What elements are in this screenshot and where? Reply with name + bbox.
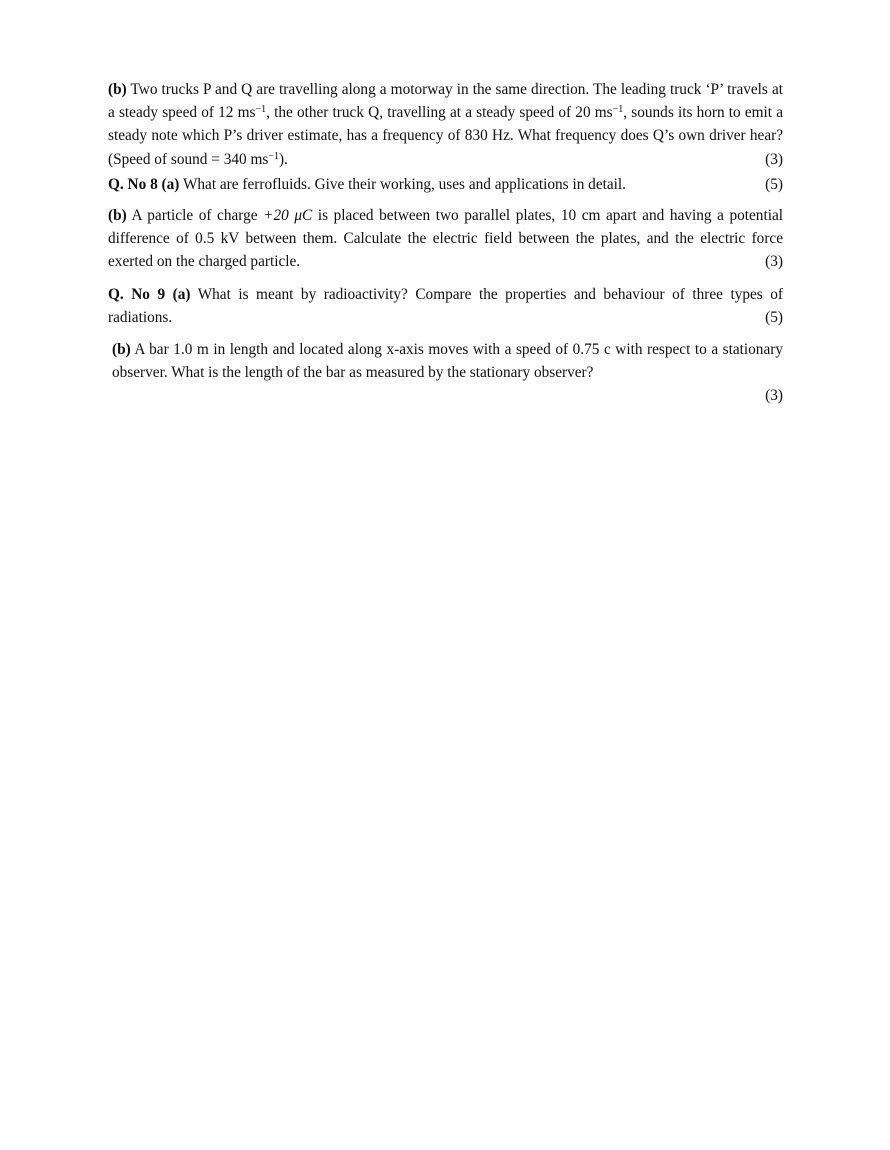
question-text: A particle of charge [126, 207, 264, 225]
question-label: (b) [112, 341, 131, 359]
question-label: Q. No 8 (a) [108, 175, 180, 193]
question-text: What is meant by radioactivity? Compare the properties and behaviour of three types of radiations. [108, 285, 783, 326]
question-8a [108, 173, 783, 196]
question-label: Q. No 9 (a) [108, 285, 191, 303]
marks-value: (3) [765, 150, 783, 168]
question-text: , sounds its horn to emit a steady note which P’s driver estimate, has a frequency of 830 Hz. What frequency does Q’s own driver hear? (Speed of sound = 340 ms [108, 104, 783, 168]
exam-page [108, 78, 783, 408]
question-text: A bar 1.0 m in length and located along x-axis moves with a speed of 0.75 c with respect to a stationary observer. What is the length of the bar as measured by the stationary observer? [112, 341, 783, 382]
question-8b [108, 204, 783, 274]
question-label: (b) [108, 81, 127, 98]
marks-value: (5) [765, 308, 783, 326]
marks-value: (5) [765, 175, 783, 193]
unit-exponent: −1 [612, 104, 624, 116]
question-text: ). [278, 150, 288, 168]
question-text: Two trucks P and Q are travelling along a motorway in the same direction. The leading truck ‘P’ travels at a steady speed of 12 ms [108, 81, 783, 122]
question-7b [108, 78, 783, 171]
marks-value: (3) [765, 387, 783, 405]
question-text: is placed between two parallel plates, 10 cm apart and having a potential difference of 0.5 kV between them. Calculate the electric field between the plates, and the electric force exerted on the charged particle. [108, 207, 783, 271]
question-text: What are ferrofluids. Give their working, uses and applications in detail. [179, 175, 626, 193]
question-9b [108, 338, 783, 408]
charge-value: +20 μC [263, 207, 313, 225]
question-text: , the other truck Q, travelling at a steady speed of 20 ms [266, 104, 613, 122]
question-label: (b) [108, 207, 127, 225]
unit-exponent: −1 [255, 104, 267, 116]
unit-exponent: −1 [268, 150, 279, 162]
question-9a [108, 283, 783, 329]
marks-value: (3) [765, 253, 783, 271]
